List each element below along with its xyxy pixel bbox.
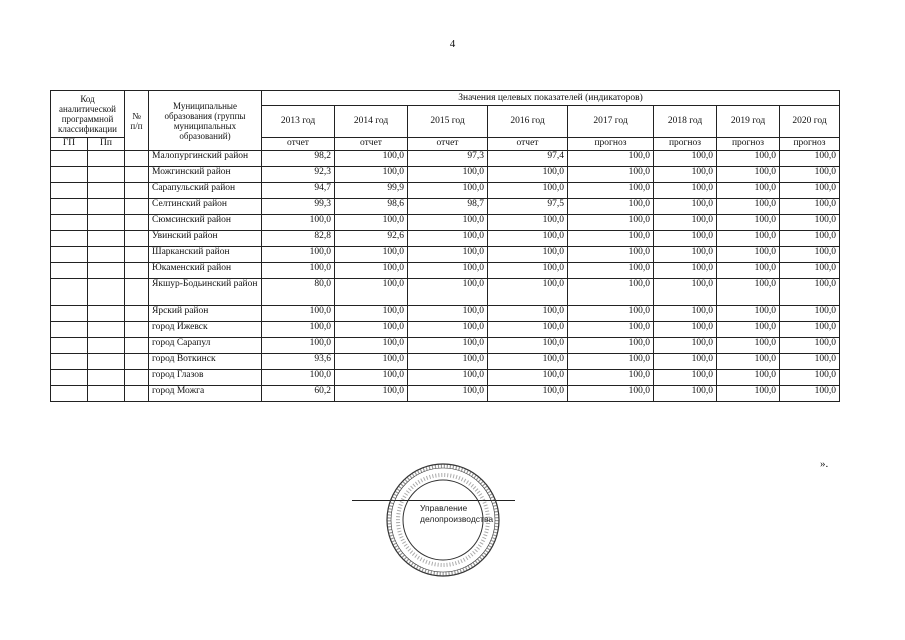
gp-cell: [51, 167, 88, 183]
closing-quote: ».: [820, 458, 829, 470]
value-cell: 100,0: [717, 338, 780, 354]
value-cell: 100,0: [262, 215, 335, 231]
table-row: [51, 247, 840, 263]
value-cell: 100,0: [717, 247, 780, 263]
value-cell: 100,0: [488, 183, 568, 199]
value-cell: 100,0: [408, 370, 488, 386]
value-cell: 100,0: [568, 354, 654, 370]
page-number: 4: [449, 38, 456, 50]
table-row: [51, 370, 840, 386]
value-cell: 100,0: [408, 338, 488, 354]
value-cell: 100,0: [488, 354, 568, 370]
value-cell: 100,0: [488, 263, 568, 279]
gp-cell: [51, 306, 88, 322]
value-cell: 100,0: [654, 338, 717, 354]
value-cell: 100,0: [408, 279, 488, 306]
table-row: [51, 354, 840, 370]
value-cell: 100,0: [654, 306, 717, 322]
value-cell: 100,0: [488, 247, 568, 263]
value-cell: 94,7: [262, 183, 335, 199]
number-cell: [125, 370, 149, 386]
pp-cell: [88, 215, 125, 231]
value-cell: 100,0: [568, 338, 654, 354]
gp-cell: [51, 338, 88, 354]
value-cell: 92,6: [335, 231, 408, 247]
table-row: [51, 306, 840, 322]
header-year: 2018 год: [654, 106, 717, 138]
value-cell: 100,0: [568, 183, 654, 199]
header-year: 2014 год: [335, 106, 408, 138]
value-cell: 100,0: [568, 151, 654, 167]
header-status: отчет: [408, 138, 488, 151]
value-cell: 100,0: [408, 354, 488, 370]
value-cell: 100,0: [568, 199, 654, 215]
value-cell: 97,4: [488, 151, 568, 167]
municipality-name: Малопургинский район: [149, 151, 262, 167]
value-cell: 100,0: [568, 215, 654, 231]
number-cell: [125, 322, 149, 338]
value-cell: 100,0: [568, 247, 654, 263]
municipality-name: город Ижевск: [149, 322, 262, 338]
header-values-title: Значения целевых показателей (индикаторов): [262, 91, 840, 106]
gp-cell: [51, 231, 88, 247]
value-cell: 100,0: [654, 370, 717, 386]
value-cell: 100,0: [654, 247, 717, 263]
value-cell: 100,0: [335, 151, 408, 167]
municipality-name: Сарапульский район: [149, 183, 262, 199]
value-cell: 100,0: [717, 151, 780, 167]
number-cell: [125, 247, 149, 263]
pp-cell: [88, 370, 125, 386]
table-row: [51, 231, 840, 247]
pp-cell: [88, 354, 125, 370]
value-cell: 100,0: [488, 386, 568, 402]
value-cell: 100,0: [717, 199, 780, 215]
value-cell: 100,0: [780, 322, 840, 338]
header-year: 2017 год: [568, 106, 654, 138]
value-cell: 100,0: [335, 215, 408, 231]
value-cell: 100,0: [780, 167, 840, 183]
table-row: [51, 151, 840, 167]
value-cell: 100,0: [780, 263, 840, 279]
value-cell: 100,0: [488, 167, 568, 183]
value-cell: 100,0: [488, 306, 568, 322]
gp-cell: [51, 247, 88, 263]
gp-cell: [51, 215, 88, 231]
pp-cell: [88, 231, 125, 247]
value-cell: 100,0: [408, 306, 488, 322]
municipality-name: Юкаменский район: [149, 263, 262, 279]
header-year: 2020 год: [780, 106, 840, 138]
number-cell: [125, 215, 149, 231]
indicators-table: [50, 90, 840, 402]
value-cell: 100,0: [780, 231, 840, 247]
pp-cell: [88, 306, 125, 322]
value-cell: 100,0: [262, 322, 335, 338]
value-cell: 100,0: [335, 167, 408, 183]
header-code-group: Код аналитической программной классификации: [51, 91, 125, 138]
value-cell: 100,0: [654, 322, 717, 338]
pp-cell: [88, 279, 125, 306]
value-cell: 100,0: [335, 354, 408, 370]
municipality-name: Ярский район: [149, 306, 262, 322]
value-cell: 98,2: [262, 151, 335, 167]
header-status: прогноз: [717, 138, 780, 151]
header-status: прогноз: [654, 138, 717, 151]
value-cell: 100,0: [408, 183, 488, 199]
value-cell: 100,0: [408, 322, 488, 338]
municipality-name: Сюмсинский район: [149, 215, 262, 231]
value-cell: 98,7: [408, 199, 488, 215]
municipality-name: город Сарапул: [149, 338, 262, 354]
header-status: отчет: [262, 138, 335, 151]
table-row: [51, 167, 840, 183]
header-status: отчет: [488, 138, 568, 151]
gp-cell: [51, 354, 88, 370]
value-cell: 100,0: [262, 370, 335, 386]
value-cell: 100,0: [568, 386, 654, 402]
value-cell: 100,0: [654, 199, 717, 215]
table-row: [51, 322, 840, 338]
gp-cell: [51, 199, 88, 215]
gp-cell: [51, 183, 88, 199]
value-cell: 100,0: [717, 183, 780, 199]
header-year: 2015 год: [408, 106, 488, 138]
value-cell: 80,0: [262, 279, 335, 306]
stamp-text: [420, 503, 493, 525]
value-cell: 100,0: [717, 231, 780, 247]
table-row: [51, 338, 840, 354]
value-cell: 100,0: [780, 370, 840, 386]
value-cell: 100,0: [780, 247, 840, 263]
value-cell: 100,0: [717, 370, 780, 386]
value-cell: 100,0: [408, 231, 488, 247]
gp-cell: [51, 386, 88, 402]
table-row: [51, 386, 840, 402]
value-cell: 100,0: [654, 386, 717, 402]
value-cell: 100,0: [262, 247, 335, 263]
value-cell: 100,0: [335, 338, 408, 354]
value-cell: 99,9: [335, 183, 408, 199]
pp-cell: [88, 263, 125, 279]
value-cell: 100,0: [717, 306, 780, 322]
table-row: [51, 199, 840, 215]
value-cell: 100,0: [568, 263, 654, 279]
value-cell: 60,2: [262, 386, 335, 402]
value-cell: 100,0: [568, 306, 654, 322]
value-cell: 100,0: [717, 279, 780, 306]
value-cell: 100,0: [335, 386, 408, 402]
value-cell: 100,0: [780, 151, 840, 167]
municipality-name: Увинский район: [149, 231, 262, 247]
number-cell: [125, 338, 149, 354]
value-cell: 100,0: [654, 231, 717, 247]
value-cell: 100,0: [488, 215, 568, 231]
value-cell: 100,0: [780, 386, 840, 402]
pp-cell: [88, 167, 125, 183]
value-cell: 100,0: [654, 215, 717, 231]
value-cell: 100,0: [780, 183, 840, 199]
pp-cell: [88, 338, 125, 354]
pp-cell: [88, 247, 125, 263]
table-row: [51, 263, 840, 279]
header-municipal: Муниципальные образования (группы муниципальных образований): [149, 91, 262, 151]
value-cell: 97,3: [408, 151, 488, 167]
value-cell: 100,0: [335, 279, 408, 306]
number-cell: [125, 263, 149, 279]
value-cell: 100,0: [335, 263, 408, 279]
value-cell: 100,0: [717, 386, 780, 402]
number-cell: [125, 183, 149, 199]
value-cell: 100,0: [717, 354, 780, 370]
pp-cell: [88, 199, 125, 215]
value-cell: 100,0: [654, 151, 717, 167]
header-pp: Пп: [88, 138, 125, 151]
value-cell: 100,0: [335, 306, 408, 322]
municipality-name: город Глазов: [149, 370, 262, 386]
value-cell: 100,0: [717, 263, 780, 279]
value-cell: 100,0: [408, 167, 488, 183]
value-cell: 100,0: [717, 215, 780, 231]
municipality-name: Можгинский район: [149, 167, 262, 183]
value-cell: 100,0: [654, 354, 717, 370]
value-cell: 100,0: [780, 354, 840, 370]
value-cell: 100,0: [568, 231, 654, 247]
value-cell: 100,0: [654, 183, 717, 199]
value-cell: 100,0: [408, 386, 488, 402]
value-cell: 100,0: [262, 263, 335, 279]
value-cell: 82,8: [262, 231, 335, 247]
header-status: прогноз: [568, 138, 654, 151]
pp-cell: [88, 386, 125, 402]
table-row: [51, 279, 840, 306]
value-cell: 100,0: [568, 167, 654, 183]
value-cell: 100,0: [654, 279, 717, 306]
municipality-name: Шарканский район: [149, 247, 262, 263]
value-cell: 99,3: [262, 199, 335, 215]
number-cell: [125, 167, 149, 183]
header-gp: ГП: [51, 138, 88, 151]
header-year: 2016 год: [488, 106, 568, 138]
number-cell: [125, 279, 149, 306]
table-row: [51, 183, 840, 199]
value-cell: 100,0: [568, 322, 654, 338]
value-cell: 100,0: [488, 231, 568, 247]
number-cell: [125, 354, 149, 370]
gp-cell: [51, 151, 88, 167]
value-cell: 100,0: [488, 370, 568, 386]
number-cell: [125, 386, 149, 402]
value-cell: 98,6: [335, 199, 408, 215]
stamp-text-line: делопроизводства: [420, 514, 494, 524]
header-year: 2013 год: [262, 106, 335, 138]
gp-cell: [51, 279, 88, 306]
value-cell: 100,0: [408, 263, 488, 279]
pp-cell: [88, 322, 125, 338]
number-cell: [125, 199, 149, 215]
value-cell: 100,0: [408, 215, 488, 231]
value-cell: 100,0: [568, 370, 654, 386]
value-cell: 100,0: [780, 199, 840, 215]
value-cell: 100,0: [335, 322, 408, 338]
value-cell: 100,0: [717, 167, 780, 183]
stamp-text-line: Управление: [420, 503, 468, 513]
value-cell: 100,0: [780, 215, 840, 231]
header-status: отчет: [335, 138, 408, 151]
municipality-name: Якшур-Бодьинский район: [149, 279, 262, 306]
value-cell: 100,0: [780, 338, 840, 354]
value-cell: 100,0: [780, 279, 840, 306]
number-cell: [125, 151, 149, 167]
value-cell: 100,0: [717, 322, 780, 338]
value-cell: 92,3: [262, 167, 335, 183]
municipality-name: город Можга: [149, 386, 262, 402]
value-cell: 100,0: [568, 279, 654, 306]
value-cell: 100,0: [408, 247, 488, 263]
value-cell: 100,0: [488, 322, 568, 338]
value-cell: 100,0: [262, 338, 335, 354]
value-cell: 100,0: [780, 306, 840, 322]
municipality-name: город Воткинск: [149, 354, 262, 370]
value-cell: 93,6: [262, 354, 335, 370]
value-cell: 100,0: [654, 167, 717, 183]
value-cell: 100,0: [335, 370, 408, 386]
gp-cell: [51, 263, 88, 279]
municipality-name: Селтинский район: [149, 199, 262, 215]
header-year: 2019 год: [717, 106, 780, 138]
gp-cell: [51, 322, 88, 338]
value-cell: 100,0: [335, 247, 408, 263]
number-cell: [125, 306, 149, 322]
value-cell: 100,0: [488, 338, 568, 354]
value-cell: 100,0: [654, 263, 717, 279]
header-status: прогноз: [780, 138, 840, 151]
value-cell: 100,0: [262, 306, 335, 322]
number-cell: [125, 231, 149, 247]
pp-cell: [88, 151, 125, 167]
value-cell: 97,5: [488, 199, 568, 215]
gp-cell: [51, 370, 88, 386]
value-cell: 100,0: [488, 279, 568, 306]
pp-cell: [88, 183, 125, 199]
table-row: [51, 215, 840, 231]
header-number: № п/п: [125, 91, 149, 151]
